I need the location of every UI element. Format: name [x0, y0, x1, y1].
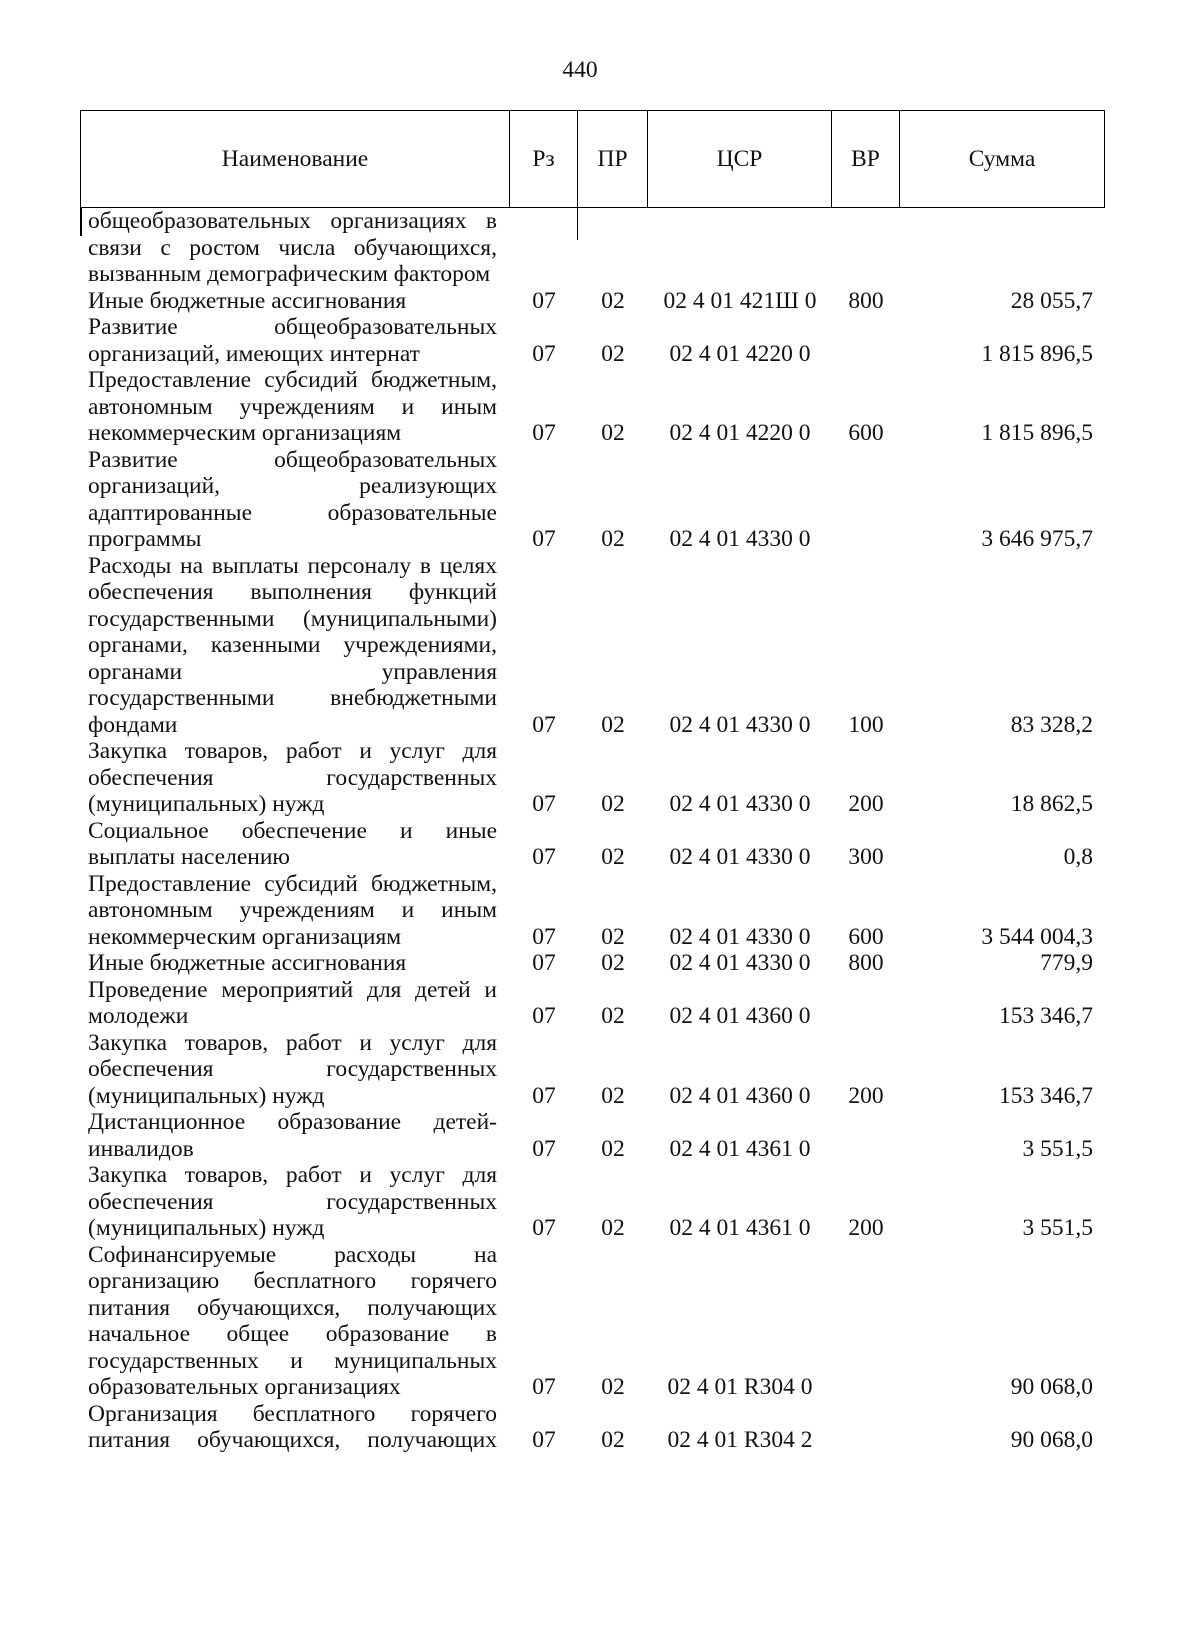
- row-subsection-code: 02: [601, 526, 625, 552]
- table-border-fragment: [80, 208, 82, 236]
- table-row: [80, 367, 1105, 447]
- row-expense-type-code: [832, 1003, 900, 1030]
- row-name-cell: [80, 738, 510, 818]
- row-expense-type-code: [832, 526, 900, 553]
- row-expense-type-code: [832, 1374, 900, 1401]
- row-amount: 3 646 975,7: [981, 526, 1093, 552]
- row-name-cell: [80, 367, 510, 447]
- row-subsection-code: 02: [601, 844, 625, 870]
- row-expense-type-code: 200: [848, 1082, 884, 1109]
- row-target-article-code: 02 4 01 4220 0: [669, 340, 811, 367]
- row-name-line: образовательных организациях: [88, 1374, 401, 1400]
- row-amount: 90 068,0: [1010, 1427, 1093, 1453]
- row-section-code: 07: [532, 1135, 556, 1162]
- row-amount: 83 328,2: [1010, 711, 1093, 738]
- row-name-cell: [80, 977, 510, 1030]
- row-expense-type-code: 300: [848, 844, 884, 870]
- row-name-line: организацию бесплатного горячего: [88, 1268, 497, 1294]
- row-name-cell: [80, 1401, 510, 1454]
- row-expense-type-code: 800: [848, 950, 884, 976]
- row-target-article-code: 02 4 01 4360 0: [669, 1003, 811, 1029]
- column-header-expense-type: ВР: [832, 110, 900, 208]
- row-expense-type-code: [832, 1427, 900, 1454]
- row-section-code: 07: [532, 1215, 556, 1241]
- row-subsection-code: 02: [601, 791, 625, 817]
- table-row: [80, 1401, 1105, 1454]
- row-target-article-code: 02 4 01 4330 0: [669, 526, 811, 552]
- row-name-cell: [80, 950, 510, 977]
- column-header-target-article: ЦСР: [648, 110, 832, 208]
- row-section-code: [510, 261, 578, 288]
- row-name-line: питания обучающихся, получающих: [88, 1427, 497, 1453]
- row-subsection-code: 02: [601, 950, 625, 976]
- row-section-code: 07: [532, 340, 556, 367]
- row-name-line: автономным учреждениям и иным: [88, 897, 497, 923]
- row-target-article-code: 02 4 01 4330 0: [669, 791, 811, 817]
- row-target-article-code: 02 4 01 421Ш 0: [663, 287, 817, 314]
- table-row: [80, 288, 1105, 315]
- table-row: [80, 314, 1105, 367]
- row-name-line: обеспечения государственных: [88, 764, 497, 791]
- row-name-line: связи с ростом числа обучающихся,: [88, 234, 497, 261]
- row-name-cell: [80, 818, 510, 871]
- row-section-code: 07: [532, 711, 556, 738]
- row-target-article-code: 02 4 01 4361 0: [669, 1135, 811, 1162]
- table-body: [80, 208, 1105, 1454]
- row-name-line: Развитие общеобразовательных: [88, 446, 497, 473]
- row-name-line: Расходы на выплаты персоналу в целях: [88, 552, 497, 579]
- row-section-code: 07: [532, 1427, 556, 1453]
- row-target-article-code: 02 4 01 4361 0: [669, 1215, 811, 1241]
- row-name-cell: [80, 553, 510, 739]
- row-subsection-code: 02: [601, 287, 625, 314]
- row-name-cell: [80, 1030, 510, 1110]
- row-name-line: общеобразовательных организациях в: [88, 208, 497, 234]
- table-row: [80, 1109, 1105, 1162]
- row-target-article-code: 02 4 01 4330 0: [669, 923, 811, 950]
- row-amount: 18 862,5: [1010, 791, 1093, 817]
- row-target-article-code: 02 4 01 4330 0: [669, 844, 811, 870]
- page-number: 440: [562, 57, 598, 83]
- row-expense-type-code: 100: [848, 711, 884, 738]
- row-name-cell: [80, 208, 510, 288]
- row-name-line: Развитие общеобразовательных: [88, 314, 497, 340]
- row-section-code: 07: [532, 923, 556, 950]
- row-section-code: 07: [532, 287, 556, 314]
- column-header-amount: Сумма: [900, 110, 1105, 208]
- table-row: [80, 950, 1105, 977]
- column-header-subsection: ПР: [578, 110, 648, 208]
- row-amount: 3 544 004,3: [981, 923, 1093, 950]
- row-name-line: органами управления: [88, 658, 497, 685]
- row-name-line: Проведение мероприятий для детей и: [88, 976, 497, 1003]
- row-name-line: Иные бюджетные ассигнования: [88, 950, 407, 976]
- row-name-line: обеспечения выполнения функций: [88, 579, 497, 605]
- row-name-line: инвалидов: [88, 1135, 194, 1162]
- row-expense-type-code: [832, 261, 900, 288]
- row-name-line: организаций, реализующих: [88, 473, 497, 499]
- column-header-name: Наименование: [80, 110, 510, 208]
- table-header-row: [80, 110, 1105, 208]
- row-expense-type-code: 600: [848, 923, 884, 950]
- row-expense-type-code: 800: [848, 287, 884, 314]
- table-row: [80, 208, 1105, 288]
- row-name-line: некоммерческим организациям: [88, 420, 402, 446]
- row-section-code: 07: [532, 1374, 556, 1400]
- row-name-line: (муниципальных) нужд: [88, 791, 325, 817]
- row-name-line: программы: [88, 526, 202, 552]
- row-expense-type-code: 200: [848, 791, 884, 817]
- row-name-line: обеспечения государственных: [88, 1056, 497, 1082]
- table-row: [80, 1030, 1105, 1110]
- row-name-line: Закупка товаров, работ и услуг для: [88, 1162, 497, 1188]
- row-name-line: государственных и муниципальных: [88, 1347, 497, 1374]
- row-name-line: вызванным демографическим фактором: [88, 261, 491, 287]
- row-subsection-code: 02: [601, 420, 625, 446]
- row-name-line: Закупка товаров, работ и услуг для: [88, 738, 497, 764]
- row-amount: 779,9: [1040, 950, 1093, 976]
- row-subsection-code: [578, 261, 648, 288]
- row-name-cell: [80, 1162, 510, 1242]
- table-row: [80, 1162, 1105, 1242]
- table-row: [80, 871, 1105, 951]
- row-section-code: 07: [532, 950, 556, 976]
- row-subsection-code: 02: [601, 923, 625, 950]
- table-row: [80, 818, 1105, 871]
- row-amount: 90 068,0: [1010, 1374, 1093, 1400]
- table-row: [80, 1242, 1105, 1401]
- row-name-line: государственными внебюджетными: [88, 685, 497, 711]
- table-row: [80, 738, 1105, 818]
- row-name-line: органами, казенными учреждениями,: [88, 632, 497, 658]
- row-name-line: Предоставление субсидий бюджетным,: [88, 367, 497, 393]
- row-subsection-code: 02: [601, 1374, 625, 1400]
- row-expense-type-code: 200: [848, 1215, 884, 1241]
- row-name-cell: [80, 288, 510, 315]
- row-name-line: автономным учреждениям и иным: [88, 393, 497, 420]
- row-name-line: Дистанционное образование детей-: [88, 1109, 497, 1135]
- row-subsection-code: 02: [601, 711, 625, 738]
- row-target-article-code: 02 4 01 4330 0: [669, 711, 811, 738]
- row-expense-type-code: [832, 341, 900, 368]
- row-amount: 3 551,5: [1022, 1215, 1093, 1241]
- row-name-line: (муниципальных) нужд: [88, 1215, 325, 1241]
- row-subsection-code: 02: [601, 1215, 625, 1241]
- row-name-cell: [80, 871, 510, 951]
- row-name-line: Предоставление субсидий бюджетным,: [88, 870, 497, 897]
- row-amount: 1 815 896,5: [981, 340, 1093, 367]
- row-subsection-code: 02: [601, 1082, 625, 1109]
- row-section-code: 07: [532, 791, 556, 817]
- row-section-code: 07: [532, 526, 556, 552]
- row-name-line: выплаты населению: [88, 844, 290, 870]
- budget-table: [80, 110, 1105, 1454]
- row-target-article-code: 02 4 01 R304 0: [667, 1374, 813, 1400]
- row-name-line: Социальное обеспечение и иные: [88, 817, 497, 844]
- row-name-line: молодежи: [88, 1003, 189, 1029]
- table-row: [80, 447, 1105, 553]
- row-name-line: государственными (муниципальными): [88, 605, 497, 632]
- row-section-code: 07: [532, 1003, 556, 1029]
- row-name-line: организаций, имеющих интернат: [88, 340, 420, 367]
- row-name-line: адаптированные образовательные: [88, 499, 497, 526]
- table-row: [80, 977, 1105, 1030]
- row-amount: 0,8: [1063, 844, 1093, 870]
- table-row: [80, 553, 1105, 739]
- row-expense-type-code: 600: [848, 420, 884, 446]
- row-subsection-code: 02: [601, 1427, 625, 1453]
- row-amount: 153 346,7: [999, 1003, 1093, 1029]
- row-target-article-code: [648, 261, 832, 288]
- row-section-code: 07: [532, 1082, 556, 1109]
- row-name-line: Закупка товаров, работ и услуг для: [88, 1029, 497, 1056]
- row-name-line: некоммерческим организациям: [88, 923, 402, 950]
- row-amount: 1 815 896,5: [981, 420, 1093, 446]
- column-header-section: Рз: [510, 110, 578, 208]
- row-amount: 153 346,7: [999, 1082, 1093, 1109]
- row-target-article-code: 02 4 01 4330 0: [669, 950, 811, 976]
- row-name-line: Софинансируемые расходы на: [88, 1241, 497, 1268]
- row-amount: [900, 261, 1105, 288]
- table-border-fragment: [577, 208, 579, 240]
- row-expense-type-code: [832, 1136, 900, 1163]
- row-amount: 3 551,5: [1022, 1135, 1093, 1162]
- row-name-cell: [80, 447, 510, 553]
- row-target-article-code: 02 4 01 R304 2: [667, 1427, 813, 1453]
- row-target-article-code: 02 4 01 4220 0: [669, 420, 811, 446]
- row-section-code: 07: [532, 420, 556, 446]
- row-name-line: Иные бюджетные ассигнования: [88, 287, 407, 314]
- row-name-line: фондами: [88, 711, 178, 738]
- row-name-line: питания обучающихся, получающих: [88, 1294, 497, 1321]
- row-name-cell: [80, 1242, 510, 1401]
- row-subsection-code: 02: [601, 1135, 625, 1162]
- row-name-line: (муниципальных) нужд: [88, 1082, 325, 1109]
- row-name-cell: [80, 314, 510, 367]
- row-name-line: обеспечения государственных: [88, 1188, 497, 1215]
- row-name-line: Организация бесплатного горячего: [88, 1400, 497, 1427]
- row-amount: 28 055,7: [1010, 287, 1093, 314]
- row-target-article-code: 02 4 01 4360 0: [669, 1082, 811, 1109]
- row-subsection-code: 02: [601, 1003, 625, 1029]
- row-name-cell: [80, 1109, 510, 1162]
- row-section-code: 07: [532, 844, 556, 870]
- row-name-line: начальное общее образование в: [88, 1321, 497, 1347]
- row-subsection-code: 02: [601, 340, 625, 367]
